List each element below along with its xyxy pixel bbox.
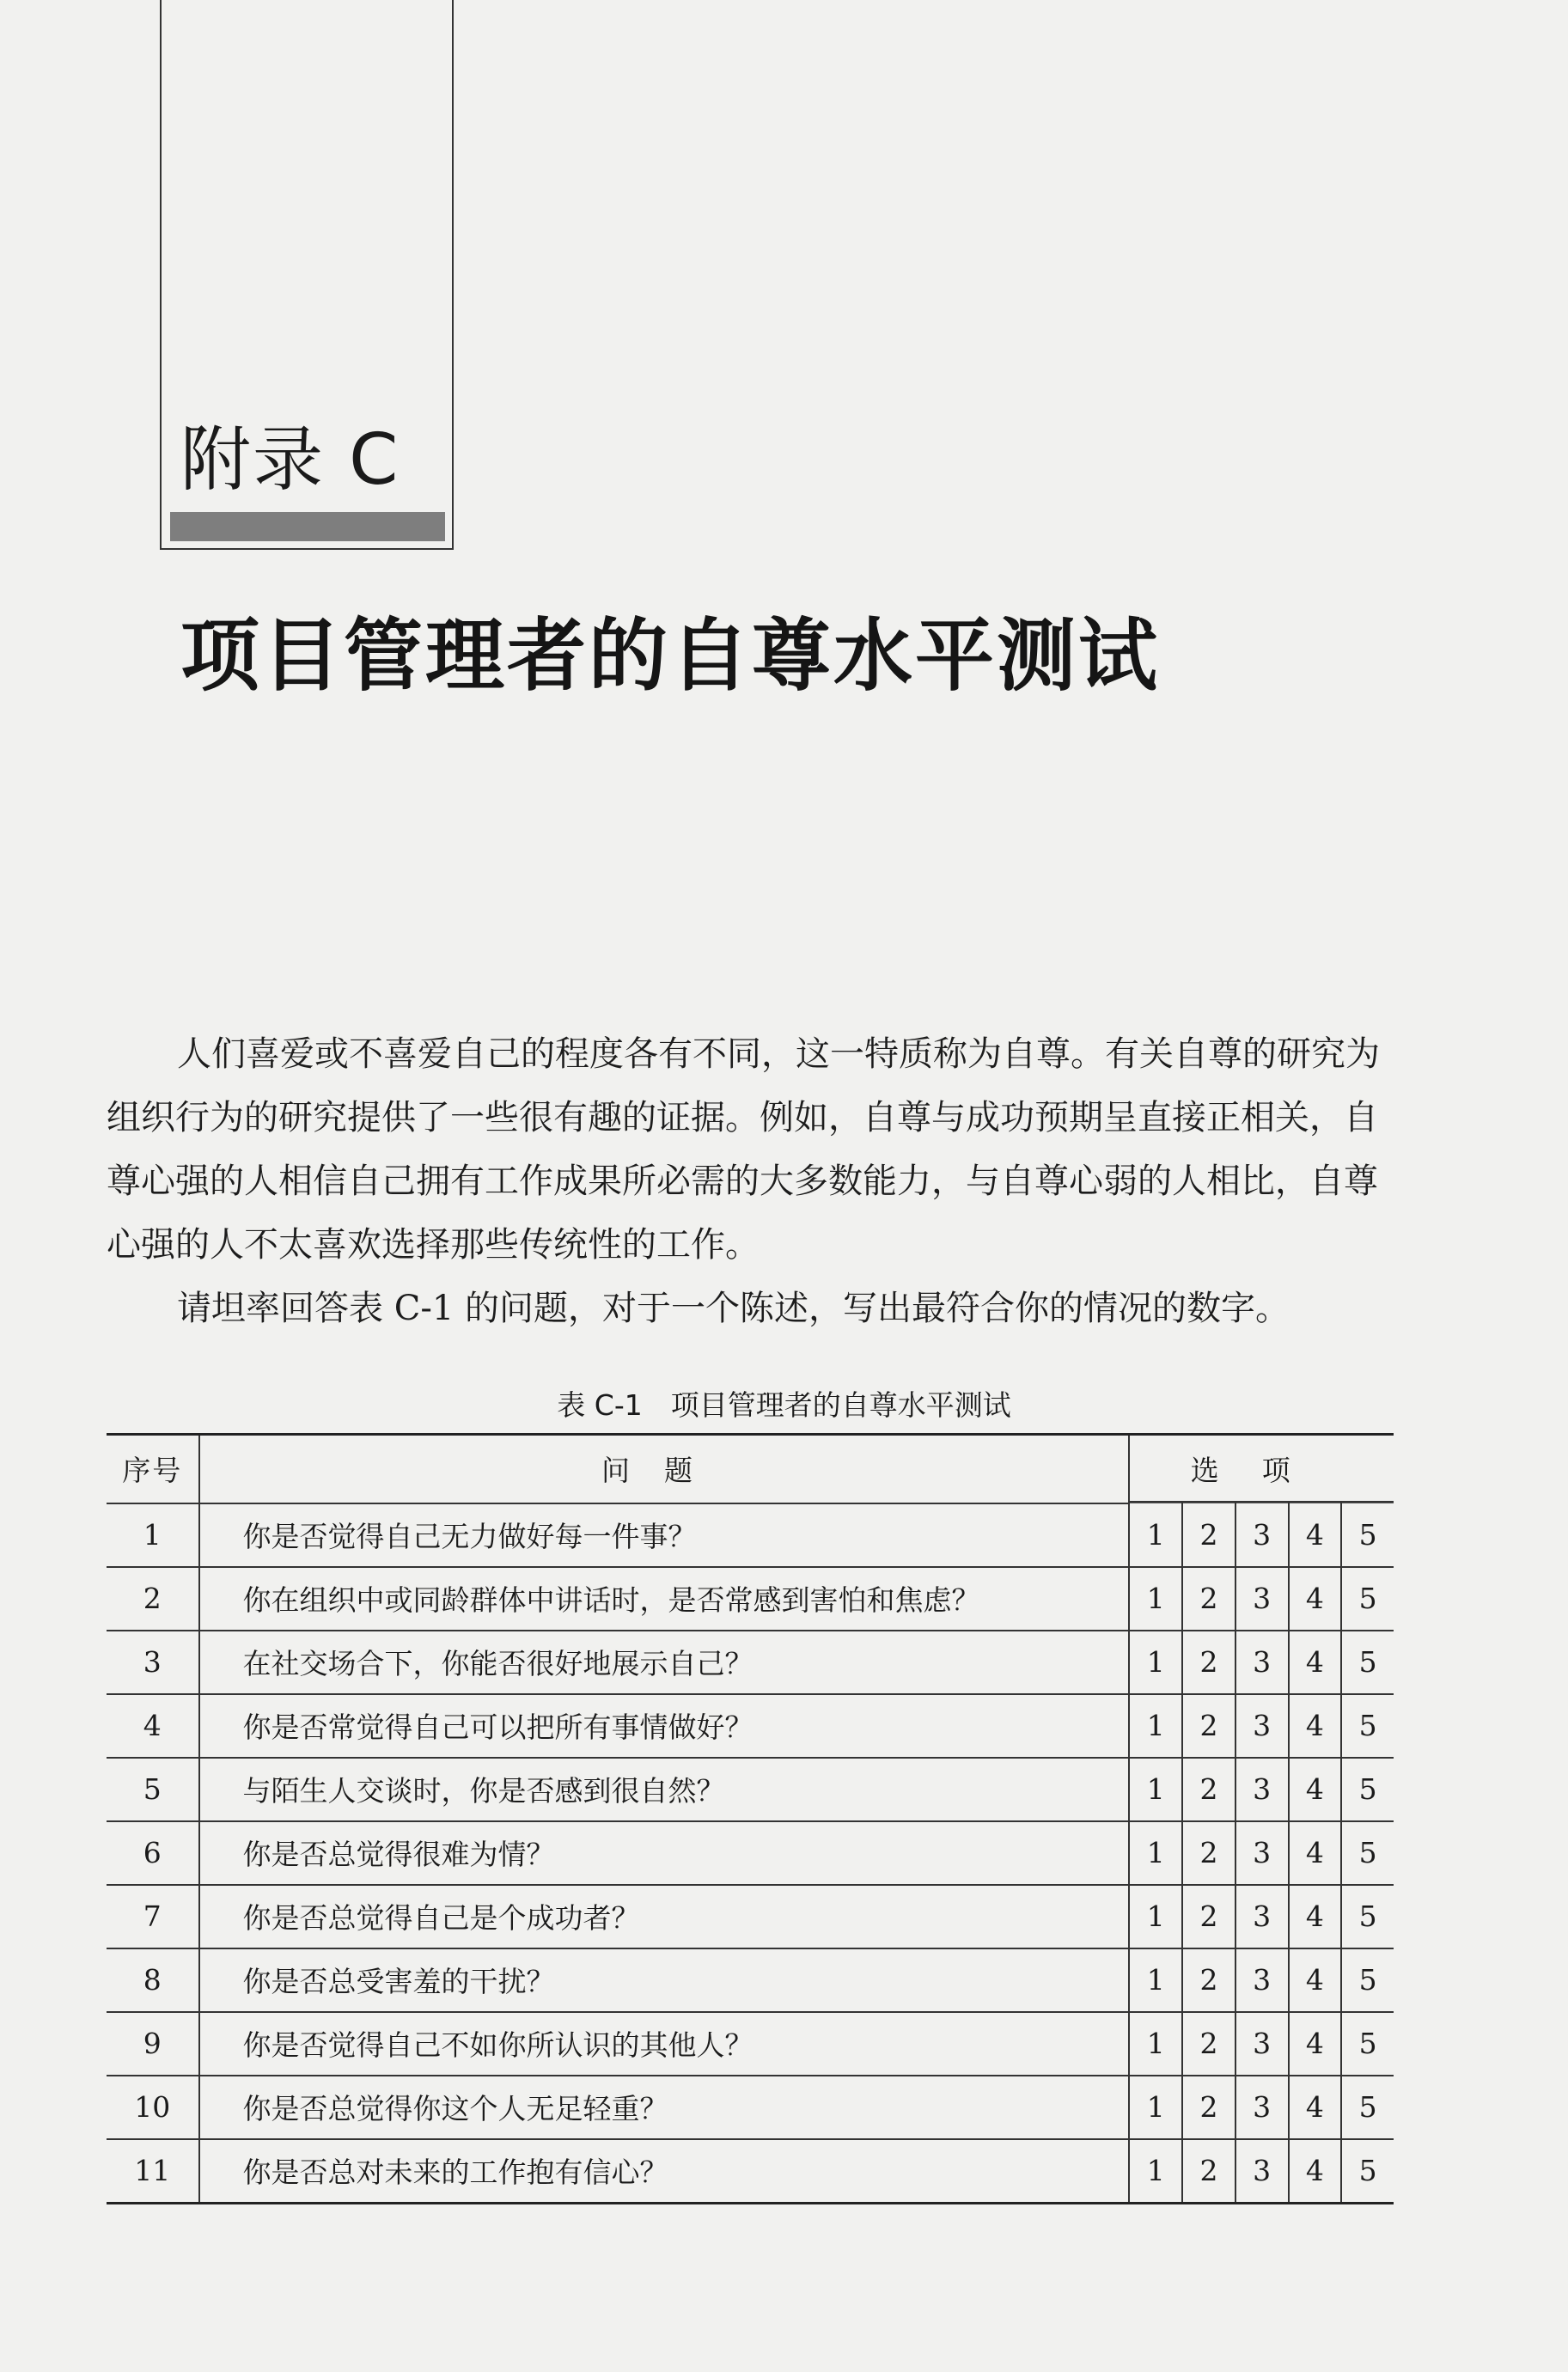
row-question: 你是否常觉得自己可以把所有事情做好？ bbox=[199, 1694, 1130, 1758]
row-number: 1 bbox=[107, 1503, 199, 1567]
option-2: 2 bbox=[1182, 2076, 1235, 2139]
option-1: 1 bbox=[1129, 1758, 1182, 1821]
option-5: 5 bbox=[1341, 2076, 1394, 2139]
chapter-bar-decoration bbox=[170, 512, 445, 541]
option-1: 1 bbox=[1129, 1631, 1182, 1694]
option-3: 3 bbox=[1235, 1821, 1289, 1885]
row-number: 7 bbox=[107, 1885, 199, 1948]
option-3: 3 bbox=[1235, 2076, 1289, 2139]
row-number: 5 bbox=[107, 1758, 199, 1821]
table-row bbox=[107, 1503, 1394, 1567]
option-2: 2 bbox=[1182, 1503, 1235, 1567]
row-question: 你是否总对未来的工作抱有信心？ bbox=[199, 2139, 1130, 2204]
option-1: 1 bbox=[1129, 1885, 1182, 1948]
option-1: 1 bbox=[1129, 1567, 1182, 1631]
row-question: 你是否总受害羞的干扰？ bbox=[199, 1948, 1130, 2012]
header-question: 问题 bbox=[199, 1435, 1130, 1503]
row-number: 3 bbox=[107, 1631, 199, 1694]
row-number: 8 bbox=[107, 1948, 199, 2012]
row-number: 2 bbox=[107, 1567, 199, 1631]
header-number: 序号 bbox=[107, 1435, 199, 1503]
option-4: 4 bbox=[1289, 2012, 1342, 2076]
option-3: 3 bbox=[1235, 1503, 1289, 1567]
option-1: 1 bbox=[1129, 2012, 1182, 2076]
table-row bbox=[107, 1631, 1394, 1694]
table-row bbox=[107, 1694, 1394, 1758]
table-body bbox=[107, 1503, 1394, 2204]
option-5: 5 bbox=[1341, 1631, 1394, 1694]
intro-paragraph: 人们喜爱或不喜爱自己的程度各有不同，这一特质称为自尊。有关自尊的研究为组织行为的研究提供了一些很有趣的证据。例如，自尊与成功预期呈直接正相关，自尊心强的人相信自己拥有工作成果所必需的大多数能力，与自尊心弱的人相比，自尊心强的人不太喜欢选择那些传统性的工作。 bbox=[107, 1034, 1380, 1265]
row-number: 10 bbox=[107, 2076, 199, 2139]
table-row bbox=[107, 1567, 1394, 1631]
option-4: 4 bbox=[1289, 1567, 1342, 1631]
option-3: 3 bbox=[1235, 1885, 1289, 1948]
option-4: 4 bbox=[1289, 1948, 1342, 2012]
option-3: 3 bbox=[1235, 2012, 1289, 2076]
table-header-row bbox=[107, 1435, 1394, 1503]
row-question: 你是否觉得自己不如你所认识的其他人？ bbox=[199, 2012, 1130, 2076]
self-esteem-table bbox=[107, 1433, 1394, 2204]
row-number: 9 bbox=[107, 2012, 199, 2076]
option-4: 4 bbox=[1289, 1503, 1342, 1567]
option-5: 5 bbox=[1341, 2139, 1394, 2204]
option-1: 1 bbox=[1129, 1948, 1182, 2012]
option-1: 1 bbox=[1129, 1694, 1182, 1758]
option-5: 5 bbox=[1341, 1567, 1394, 1631]
option-3: 3 bbox=[1235, 1567, 1289, 1631]
option-4: 4 bbox=[1289, 2139, 1342, 2204]
option-5: 5 bbox=[1341, 1948, 1394, 2012]
option-2: 2 bbox=[1182, 1631, 1235, 1694]
chapter-label: 附录 C bbox=[180, 419, 400, 501]
option-4: 4 bbox=[1289, 1758, 1342, 1821]
option-1: 1 bbox=[1129, 1821, 1182, 1885]
option-4: 4 bbox=[1289, 2076, 1342, 2139]
option-2: 2 bbox=[1182, 2012, 1235, 2076]
option-5: 5 bbox=[1341, 1758, 1394, 1821]
option-3: 3 bbox=[1235, 1631, 1289, 1694]
row-question: 你是否总觉得你这个人无足轻重？ bbox=[199, 2076, 1130, 2139]
row-question: 你是否总觉得很难为情？ bbox=[199, 1821, 1130, 1885]
row-question: 在社交场合下，你能否很好地展示自己？ bbox=[199, 1631, 1130, 1694]
table-row bbox=[107, 2012, 1394, 2076]
option-5: 5 bbox=[1341, 1885, 1394, 1948]
table-row bbox=[107, 2139, 1394, 2204]
option-2: 2 bbox=[1182, 1694, 1235, 1758]
row-question: 你是否觉得自己无力做好每一件事？ bbox=[199, 1503, 1130, 1567]
option-4: 4 bbox=[1289, 1631, 1342, 1694]
option-3: 3 bbox=[1235, 2139, 1289, 2204]
table-row bbox=[107, 2076, 1394, 2139]
option-2: 2 bbox=[1182, 1758, 1235, 1821]
option-3: 3 bbox=[1235, 1948, 1289, 2012]
row-question: 你是否总觉得自己是个成功者？ bbox=[199, 1885, 1130, 1948]
page-title: 项目管理者的自尊水平测试 bbox=[180, 610, 1161, 702]
option-5: 5 bbox=[1341, 1694, 1394, 1758]
table-row bbox=[107, 1758, 1394, 1821]
header-options: 选项 bbox=[1129, 1435, 1394, 1503]
instruction-paragraph: 请坦率回答表 C-1 的问题，对于一个陈述，写出最符合你的情况的数字。 bbox=[177, 1289, 1290, 1328]
row-number: 11 bbox=[107, 2139, 199, 2204]
row-question: 你在组织中或同龄群体中讲话时，是否常感到害怕和焦虑？ bbox=[199, 1567, 1130, 1631]
table-row bbox=[107, 1885, 1394, 1948]
option-2: 2 bbox=[1182, 1567, 1235, 1631]
option-1: 1 bbox=[1129, 1503, 1182, 1567]
option-5: 5 bbox=[1341, 1821, 1394, 1885]
option-2: 2 bbox=[1182, 1948, 1235, 2012]
option-5: 5 bbox=[1341, 1503, 1394, 1567]
option-4: 4 bbox=[1289, 1885, 1342, 1948]
option-4: 4 bbox=[1289, 1821, 1342, 1885]
table-caption: 表 C-1 项目管理者的自尊水平测试 bbox=[557, 1388, 1011, 1422]
table-row bbox=[107, 1948, 1394, 2012]
option-3: 3 bbox=[1235, 1758, 1289, 1821]
option-2: 2 bbox=[1182, 1821, 1235, 1885]
row-question: 与陌生人交谈时，你是否感到很自然？ bbox=[199, 1758, 1130, 1821]
option-5: 5 bbox=[1341, 2012, 1394, 2076]
option-1: 1 bbox=[1129, 2139, 1182, 2204]
option-2: 2 bbox=[1182, 1885, 1235, 1948]
option-4: 4 bbox=[1289, 1694, 1342, 1758]
row-number: 4 bbox=[107, 1694, 199, 1758]
table-row bbox=[107, 1821, 1394, 1885]
option-1: 1 bbox=[1129, 2076, 1182, 2139]
option-3: 3 bbox=[1235, 1694, 1289, 1758]
option-2: 2 bbox=[1182, 2139, 1235, 2204]
row-number: 6 bbox=[107, 1821, 199, 1885]
